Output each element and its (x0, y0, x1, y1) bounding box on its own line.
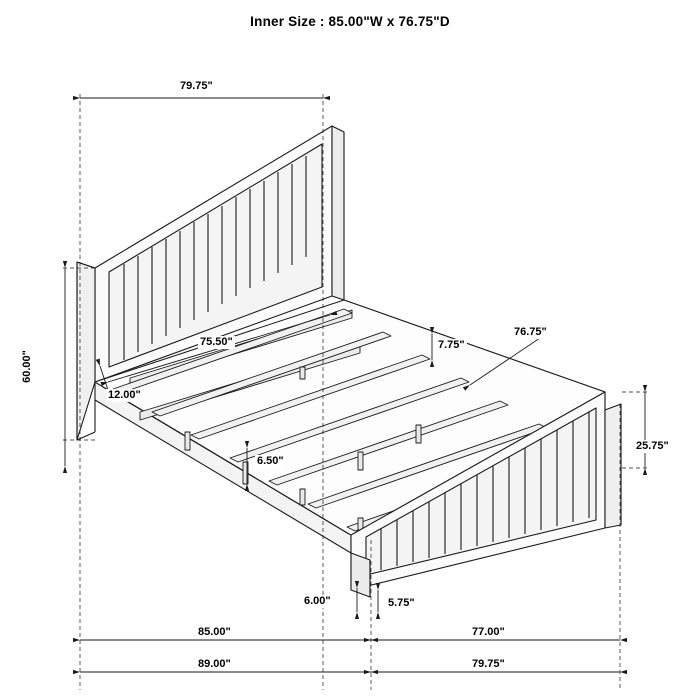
dim-side-rail-inner: 75.50" (200, 336, 233, 348)
dim-footboard-leg: 5.75" (388, 597, 415, 609)
dim-overall-left-span: 89.00" (198, 658, 231, 670)
dim-overall-right-span: 79.75" (472, 658, 505, 670)
dim-leg-clearance: 6.00" (304, 595, 331, 607)
dim-bed-depth: 76.75" (514, 326, 547, 338)
dim-slat-thickness: 7.75" (438, 339, 465, 351)
dim-bottom-left-span: 85.00" (198, 626, 231, 638)
dim-rail-drop: 12.00" (108, 389, 141, 401)
dim-headboard-height: 60.00" (20, 350, 33, 383)
bed-illustration (77, 126, 621, 597)
dim-bottom-right-span: 77.00" (472, 626, 505, 638)
dim-headboard-width: 79.75" (180, 80, 213, 92)
dim-slat-height: 6.50" (257, 455, 284, 467)
page-title: Inner Size : 85.00"W x 76.75"D (250, 14, 450, 29)
dim-footboard-height: 25.75" (636, 440, 669, 452)
